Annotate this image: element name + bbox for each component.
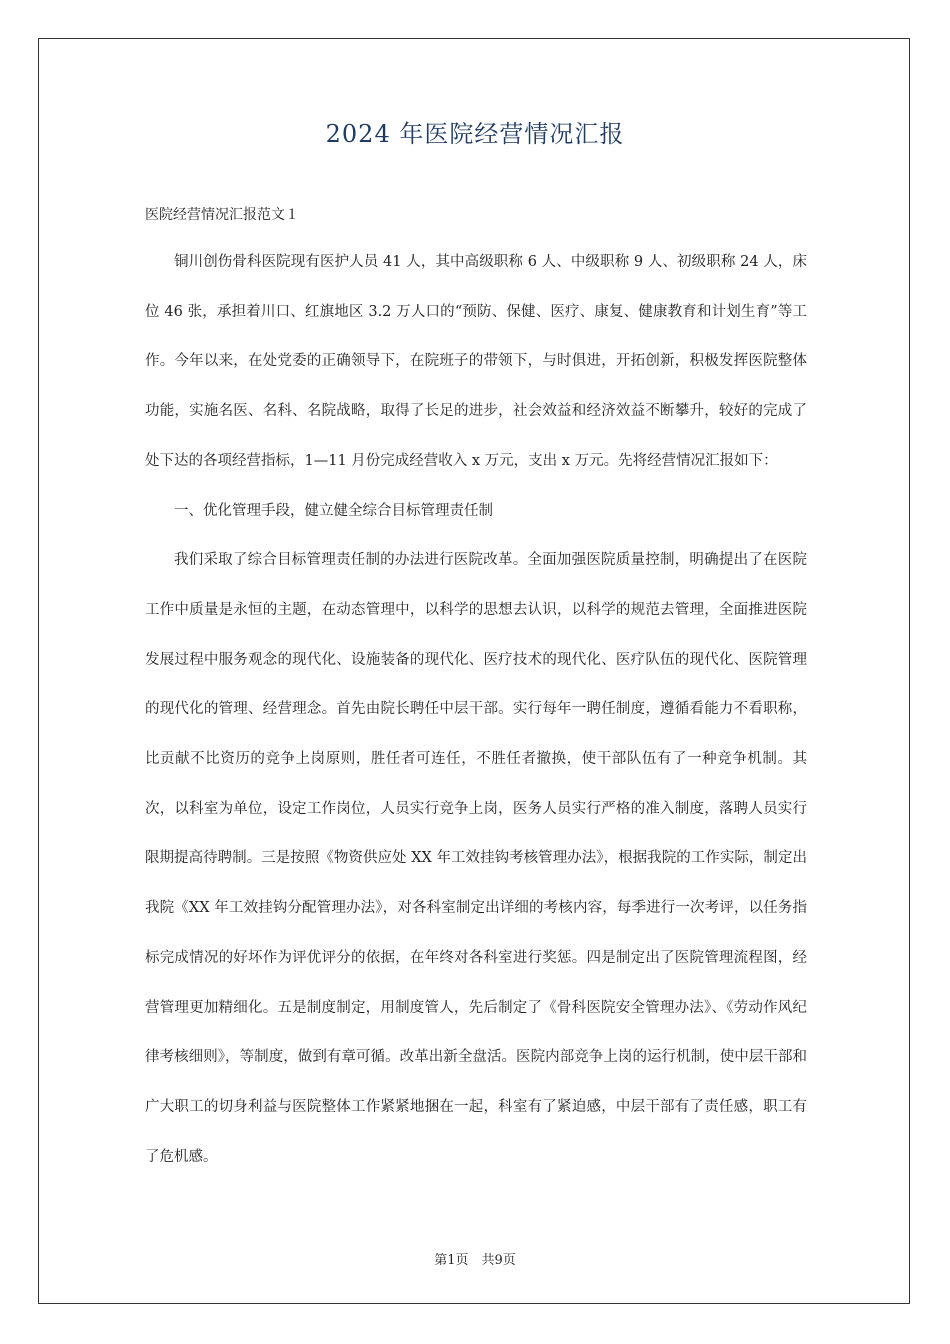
- page-footer: 第1页 共9页: [434, 1253, 516, 1268]
- paragraph-management: 我们采取了综合目标管理责任制的办法进行医院改革。全面加强医院质量控制，明确提出了在医院工作中质量是永恒的主题，在动态管理中，以科学的思想去认识，以科学的规范去管理，全面推进医院发展过程中服务观念的现代化、设施装备的现代化、医疗技术的现代化、医疗队伍的现代化、医院管理的现代化的管理、经营理念。首先由院长聘任中层干部。实行每年一聘任制度，遵循看能力不看职称，比贡献不比资历的竞争上岗原则，胜任者可连任，不胜任者撤换，使干部队伍有了一种竞争机制。其次，以科室为单位，设定工作岗位，人员实行竞争上岗，医务人员实行严格的准入制度，落聘人员实行限期提高待聘制。三是按照《物资供应处 XX 年工效挂钩考核管理办法》，根据我院的工作实际，制定出我院《XX 年工效挂钩分配管理办法》，对各科室制定出详细的考核内容，每季进行一次考评，以任务指标完成情况的好坏作为评优评分的依据，在年终对各科室进行奖惩。四是制定出了医院管理流程图，经营管理更加精细化。五是制度制定，用制度管人，先后制定了《骨科医院安全管理办法》、《劳动作风纪律考核细则》，等制度，做到有章可循。改革出新全盘活。医院内部竞争上岗的运行机制，使中层干部和广大职工的切身利益与医院整体工作紧紧地捆在一起，科室有了紧迫感，中层干部有了责任感，职工有了危机感。: [145, 552, 807, 1165]
- section-heading: 一、优化管理手段，健立健全综合目标管理责任制: [174, 502, 493, 519]
- document-subtitle: 医院经营情况汇报范文１: [145, 207, 299, 223]
- document-body: [145, 238, 807, 1182]
- document-title: 2024 年医院经营情况汇报: [325, 120, 625, 148]
- paragraph-intro: 铜川创伤骨科医院现有医护人员 41 人，其中高级职称 6 人、中级职称 9 人、初级职称 24 人，床位 46 张，承担着川口、红旗地区 3.2 万人口的“预防、保健、医疗、康复、健康教育和计划生育”等工作。今年以来，在处党委的正确领导下，在院班子的带领下，与时俱进，开拓创新，积极发挥医院整体功能，实施名医、名科、名院战略，取得了长足的进步，社会效益和经济效益不断攀升，较好的完成了处下达的各项经营指标，1—11 月份完成经营收入 x 万元，支出 x 万元。先将经营情况汇报如下：: [145, 254, 807, 469]
